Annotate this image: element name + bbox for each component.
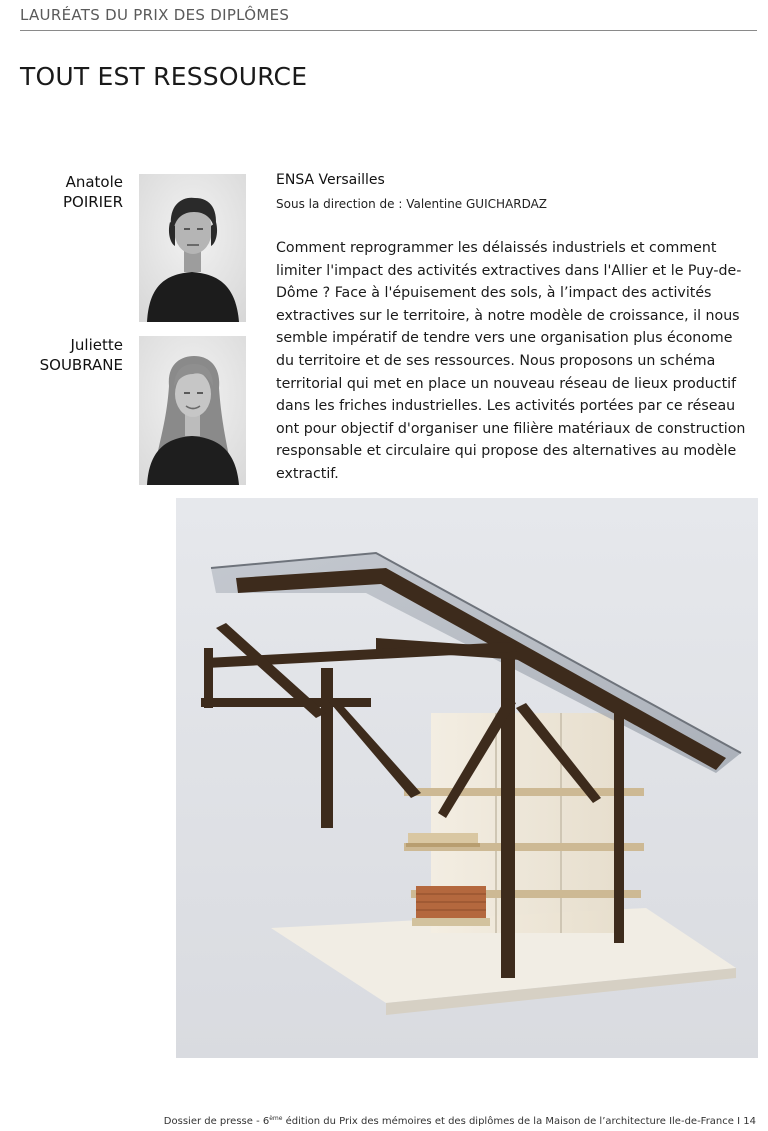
architectural-model-photo (176, 498, 758, 1058)
section-header-text: LAURÉATS DU PRIX DES DIPLÔMES (20, 6, 290, 24)
footer-text-start: Dossier de presse - 6 (163, 1116, 270, 1127)
footer-text-end: édition du Prix des mémoires et des diplômes de la Maison de l’architecture Ile-de-France (282, 1116, 734, 1127)
author-2-portrait (139, 336, 246, 485)
page-number: 14 (743, 1116, 756, 1127)
author-1 (63, 172, 123, 212)
project-abstract: Comment reprogrammer les délaissés industriels et comment limiter l'impact des activités extractives dans l'Allier et le Puy-de-Dôme ? Face à l'épuisement des sols, à l’impact des activités extractives sur le territoire, à notre modèle de croissance, il nous semble impératif de tendre vers une organisation plus économe du territoire et de ses ressources. Nous proposons un schéma territorial qui met en place un nouveau réseau de lieux productif dans les friches industrielles. Les activités portées par ce réseau ont pour objectif d'organiser une filière matériaux de construction responsable et circulaire qui propose des alternatives au modèle extractif. (276, 240, 746, 482)
footer-superscript: ème (269, 1115, 283, 1122)
direction-line: Sous la direction de : Valentine GUICHARDAZ (276, 197, 548, 211)
section-header (20, 6, 757, 31)
page-title: TOUT EST RESSOURCE (20, 62, 308, 91)
footer-separator: I (737, 1116, 741, 1127)
author-1-last-name: POIRIER (62, 193, 123, 211)
author-1-first-name: Anatole (65, 173, 123, 191)
page-footer (164, 1115, 756, 1127)
author-2 (40, 335, 123, 375)
author-2-last-name: SOUBRANE (39, 356, 123, 374)
school-name: ENSA Versailles (276, 172, 385, 188)
author-1-portrait (139, 174, 246, 322)
author-2-first-name: Juliette (70, 336, 123, 354)
